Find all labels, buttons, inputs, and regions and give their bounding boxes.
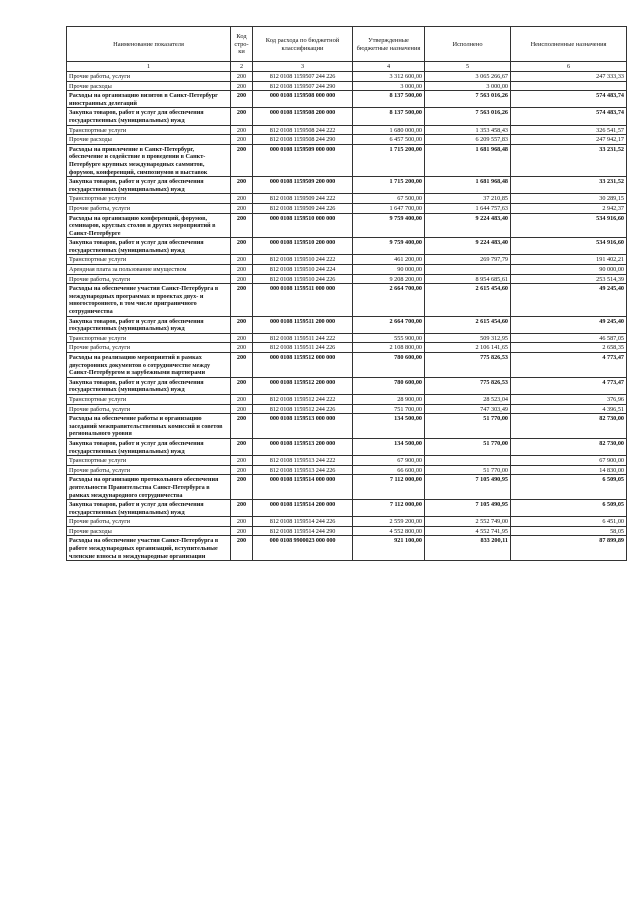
row-approved-amount: 461 200,00 [353, 255, 425, 265]
row-classification-code: 812 0108 1159512 244 222 [253, 394, 353, 404]
header-approved: Утвержденные бюджетные назначения [353, 27, 425, 62]
row-name: Прочие работы, услуги [67, 465, 231, 475]
row-executed-amount: 2 552 749,00 [425, 517, 511, 527]
row-unexecuted-amount: 247 333,33 [511, 72, 627, 82]
row-approved-amount: 921 100,00 [353, 536, 425, 561]
row-executed-amount: 51 770,00 [425, 438, 511, 455]
row-unexecuted-amount: 14 830,00 [511, 465, 627, 475]
column-number-row [67, 62, 627, 72]
row-code: 200 [231, 526, 253, 536]
table-row [67, 91, 627, 108]
row-code: 200 [231, 404, 253, 414]
row-classification-code: 000 0108 1159511 200 000 [253, 316, 353, 333]
table-row [67, 517, 627, 527]
row-executed-amount: 7 105 490,95 [425, 500, 511, 517]
row-approved-amount: 1 715 200,00 [353, 177, 425, 194]
header-name: Наименование показателя [67, 27, 231, 62]
row-executed-amount: 7 563 016,26 [425, 108, 511, 125]
row-executed-amount: 1 681 968,48 [425, 144, 511, 176]
row-classification-code: 812 0108 1159510 244 222 [253, 255, 353, 265]
row-executed-amount: 8 954 685,61 [425, 274, 511, 284]
row-name: Расходы на обеспечение участия Санкт-Петербурга в международных программах и проектах двух- и многостороннего, в том числе приграничного сотрудничества [67, 284, 231, 316]
table-row [67, 377, 627, 394]
row-executed-amount: 775 826,53 [425, 377, 511, 394]
row-name: Прочие расходы [67, 526, 231, 536]
table-row [67, 536, 627, 561]
row-classification-code: 000 0108 1159510 200 000 [253, 238, 353, 255]
table-row [67, 265, 627, 275]
row-executed-amount: 37 210,85 [425, 194, 511, 204]
row-approved-amount: 6 457 500,00 [353, 135, 425, 145]
row-unexecuted-amount: 253 514,39 [511, 274, 627, 284]
row-code: 200 [231, 125, 253, 135]
row-name: Прочие работы, услуги [67, 72, 231, 82]
table-row [67, 500, 627, 517]
row-approved-amount: 67 500,00 [353, 194, 425, 204]
header-code: Код стро-ки [231, 27, 253, 62]
row-code: 200 [231, 377, 253, 394]
table-row [67, 144, 627, 176]
row-unexecuted-amount: 30 289,15 [511, 194, 627, 204]
row-unexecuted-amount: 90 000,00 [511, 265, 627, 275]
row-executed-amount: 9 224 483,40 [425, 238, 511, 255]
row-approved-amount: 780 600,00 [353, 377, 425, 394]
row-executed-amount: 7 105 490,95 [425, 475, 511, 500]
row-name: Закупка товаров, работ и услуг для обеспечения государственных (муниципальных) нужд [67, 500, 231, 517]
row-approved-amount: 555 900,00 [353, 333, 425, 343]
row-code: 200 [231, 274, 253, 284]
row-code: 200 [231, 144, 253, 176]
row-approved-amount: 7 112 000,00 [353, 475, 425, 500]
row-unexecuted-amount: 46 587,05 [511, 333, 627, 343]
row-name: Закупка товаров, работ и услуг для обеспечения государственных (муниципальных) нужд [67, 238, 231, 255]
row-name: Прочие расходы [67, 81, 231, 91]
row-classification-code: 812 0108 1159508 244 222 [253, 125, 353, 135]
row-approved-amount: 9 759 400,00 [353, 238, 425, 255]
row-name: Закупка товаров, работ и услуг для обеспечения государственных (муниципальных) нужд [67, 438, 231, 455]
row-name: Прочие работы, услуги [67, 517, 231, 527]
table-row [67, 194, 627, 204]
table-row [67, 72, 627, 82]
row-unexecuted-amount: 82 730,00 [511, 414, 627, 439]
row-approved-amount: 67 900,00 [353, 456, 425, 466]
row-code: 200 [231, 203, 253, 213]
row-approved-amount: 1 715 200,00 [353, 144, 425, 176]
row-approved-amount: 8 137 500,00 [353, 91, 425, 108]
row-name: Расходы на привлечение в Санкт-Петербург, обеспечение и содействие в проведении в Санкт-Петербурге крупных международных саммитов, форумов, конференций, симпозиумов и выставок [67, 144, 231, 176]
row-code: 200 [231, 238, 253, 255]
row-executed-amount: 1 353 458,43 [425, 125, 511, 135]
row-classification-code: 812 0108 1159511 244 222 [253, 333, 353, 343]
row-unexecuted-amount: 2 658,35 [511, 343, 627, 353]
row-name: Закупка товаров, работ и услуг для обеспечения государственных (муниципальных) нужд [67, 108, 231, 125]
row-executed-amount: 269 797,79 [425, 255, 511, 265]
row-code: 200 [231, 353, 253, 378]
row-unexecuted-amount: 534 916,60 [511, 213, 627, 238]
row-approved-amount: 3 312 600,00 [353, 72, 425, 82]
header-executed: Исполнено [425, 27, 511, 62]
row-executed-amount: 747 303,49 [425, 404, 511, 414]
row-code: 200 [231, 343, 253, 353]
row-name: Расходы на организацию визитов в Санкт-Петербург иностранных делегаций [67, 91, 231, 108]
row-code: 200 [231, 536, 253, 561]
row-unexecuted-amount: 2 942,37 [511, 203, 627, 213]
row-unexecuted-amount: 4 773,47 [511, 353, 627, 378]
row-executed-amount: 2 615 454,60 [425, 316, 511, 333]
header-classification: Код расхода по бюджетной классификации [253, 27, 353, 62]
row-code: 200 [231, 475, 253, 500]
table-row [67, 81, 627, 91]
row-name: Прочие расходы [67, 135, 231, 145]
row-approved-amount: 1 680 000,00 [353, 125, 425, 135]
row-approved-amount: 2 559 200,00 [353, 517, 425, 527]
row-name: Расходы на обеспечение участия Санкт-Петербурга в работе международных организаций, вступительные членские взносы в международные организации [67, 536, 231, 561]
row-classification-code: 812 0108 1159511 244 226 [253, 343, 353, 353]
row-executed-amount: 3 000,00 [425, 81, 511, 91]
row-classification-code: 812 0108 1159510 244 226 [253, 274, 353, 284]
row-executed-amount: 509 312,95 [425, 333, 511, 343]
table-row [67, 274, 627, 284]
row-unexecuted-amount: 58,05 [511, 526, 627, 536]
row-name: Прочие работы, услуги [67, 404, 231, 414]
row-approved-amount: 28 900,00 [353, 394, 425, 404]
table-row [67, 238, 627, 255]
row-name: Закупка товаров, работ и услуг для обеспечения государственных (муниципальных) нужд [67, 177, 231, 194]
column-number: 5 [425, 62, 511, 72]
row-classification-code: 812 0108 1159513 244 222 [253, 456, 353, 466]
row-classification-code: 000 0108 1159514 200 000 [253, 500, 353, 517]
row-executed-amount: 2 106 141,65 [425, 343, 511, 353]
row-executed-amount: 7 563 016,26 [425, 91, 511, 108]
table-row [67, 108, 627, 125]
row-executed-amount: 833 200,11 [425, 536, 511, 561]
row-classification-code: 000 0108 1159508 200 000 [253, 108, 353, 125]
row-approved-amount: 2 108 800,00 [353, 343, 425, 353]
row-classification-code: 812 0108 1159514 244 290 [253, 526, 353, 536]
row-approved-amount: 9 208 200,00 [353, 274, 425, 284]
row-classification-code: 812 0108 1159509 244 226 [253, 203, 353, 213]
row-executed-amount [425, 456, 511, 466]
row-unexecuted-amount: 6 509,05 [511, 500, 627, 517]
budget-execution-table [66, 26, 627, 561]
row-executed-amount: 28 523,04 [425, 394, 511, 404]
row-unexecuted-amount: 6 451,00 [511, 517, 627, 527]
row-name: Транспортные услуги [67, 456, 231, 466]
row-code: 200 [231, 394, 253, 404]
row-unexecuted-amount: 534 916,60 [511, 238, 627, 255]
table-row [67, 414, 627, 439]
table-row [67, 135, 627, 145]
table-row [67, 333, 627, 343]
row-unexecuted-amount: 326 541,57 [511, 125, 627, 135]
row-approved-amount: 1 647 700,00 [353, 203, 425, 213]
row-name: Транспортные услуги [67, 255, 231, 265]
row-classification-code: 000 0108 1159510 000 000 [253, 213, 353, 238]
column-number: 4 [353, 62, 425, 72]
row-approved-amount: 66 600,00 [353, 465, 425, 475]
row-code: 200 [231, 72, 253, 82]
row-name: Расходы на организацию конференций, форумов, семинаров, круглых столов и других мероприятий в Санкт-Петербурге [67, 213, 231, 238]
row-approved-amount: 2 664 700,00 [353, 284, 425, 316]
row-name: Прочие работы, услуги [67, 274, 231, 284]
row-unexecuted-amount: 6 509,05 [511, 475, 627, 500]
row-code: 200 [231, 108, 253, 125]
row-approved-amount: 8 137 500,00 [353, 108, 425, 125]
table-row [67, 125, 627, 135]
row-code: 200 [231, 414, 253, 439]
row-executed-amount: 9 224 483,40 [425, 213, 511, 238]
row-approved-amount: 4 552 800,00 [353, 526, 425, 536]
row-approved-amount: 7 112 000,00 [353, 500, 425, 517]
row-code: 200 [231, 517, 253, 527]
row-unexecuted-amount: 376,96 [511, 394, 627, 404]
row-name: Расходы на реализацию мероприятий в рамках двусторонних документов о сотрудничестве между Санкт-Петербургом и зарубежными партнерами [67, 353, 231, 378]
row-unexecuted-amount: 4 773,47 [511, 377, 627, 394]
row-code: 200 [231, 500, 253, 517]
row-executed-amount: 51 770,00 [425, 465, 511, 475]
table-row [67, 456, 627, 466]
row-approved-amount: 2 664 700,00 [353, 316, 425, 333]
row-classification-code: 000 0108 9900023 000 000 [253, 536, 353, 561]
row-unexecuted-amount: 574 483,74 [511, 91, 627, 108]
row-code: 200 [231, 284, 253, 316]
column-number: 6 [511, 62, 627, 72]
row-code: 200 [231, 177, 253, 194]
row-executed-amount: 51 770,00 [425, 414, 511, 439]
row-executed-amount [425, 265, 511, 275]
row-code: 200 [231, 135, 253, 145]
row-code: 200 [231, 265, 253, 275]
row-unexecuted-amount: 67 900,00 [511, 456, 627, 466]
table-row [67, 177, 627, 194]
row-code: 200 [231, 438, 253, 455]
table-row [67, 353, 627, 378]
row-code: 200 [231, 213, 253, 238]
table-row [67, 343, 627, 353]
row-executed-amount: 6 209 557,83 [425, 135, 511, 145]
row-approved-amount: 780 600,00 [353, 353, 425, 378]
row-code: 200 [231, 465, 253, 475]
row-unexecuted-amount: 574 483,74 [511, 108, 627, 125]
row-name: Расходы на обеспечение работы и организацию заседаний межправительственных комиссий и советов регионального уровня [67, 414, 231, 439]
row-unexecuted-amount: 191 402,21 [511, 255, 627, 265]
row-classification-code: 000 0108 1159512 200 000 [253, 377, 353, 394]
row-executed-amount: 2 615 454,60 [425, 284, 511, 316]
header-unexecuted: Неисполненные назначения [511, 27, 627, 62]
row-classification-code: 812 0108 1159507 244 290 [253, 81, 353, 91]
table-row [67, 465, 627, 475]
row-name: Прочие работы, услуги [67, 203, 231, 213]
row-unexecuted-amount: 87 899,89 [511, 536, 627, 561]
row-code: 200 [231, 81, 253, 91]
row-unexecuted-amount [511, 81, 627, 91]
row-executed-amount: 1 681 968,48 [425, 177, 511, 194]
row-name: Транспортные услуги [67, 394, 231, 404]
row-name: Транспортные услуги [67, 125, 231, 135]
row-classification-code: 812 0108 1159507 244 226 [253, 72, 353, 82]
row-name: Закупка товаров, работ и услуг для обеспечения государственных (муниципальных) нужд [67, 377, 231, 394]
column-number: 2 [231, 62, 253, 72]
row-classification-code: 812 0108 1159508 244 290 [253, 135, 353, 145]
row-classification-code: 000 0108 1159513 000 000 [253, 414, 353, 439]
row-classification-code: 000 0108 1159514 000 000 [253, 475, 353, 500]
row-executed-amount: 4 552 741,95 [425, 526, 511, 536]
row-name: Транспортные услуги [67, 333, 231, 343]
table-row [67, 255, 627, 265]
table-row [67, 404, 627, 414]
row-approved-amount: 9 759 400,00 [353, 213, 425, 238]
row-classification-code: 000 0108 1159511 000 000 [253, 284, 353, 316]
row-approved-amount: 134 500,00 [353, 438, 425, 455]
table-header-row [67, 27, 627, 62]
row-name: Закупка товаров, работ и услуг для обеспечения государственных (муниципальных) нужд [67, 316, 231, 333]
row-name: Прочие работы, услуги [67, 343, 231, 353]
row-unexecuted-amount: 247 942,17 [511, 135, 627, 145]
table-row [67, 213, 627, 238]
row-unexecuted-amount: 4 396,51 [511, 404, 627, 414]
row-classification-code: 812 0108 1159510 244 224 [253, 265, 353, 275]
row-classification-code: 000 0108 1159513 200 000 [253, 438, 353, 455]
row-classification-code: 812 0108 1159509 244 222 [253, 194, 353, 204]
row-approved-amount: 90 000,00 [353, 265, 425, 275]
row-classification-code: 000 0108 1159512 000 000 [253, 353, 353, 378]
row-name: Расходы на организацию протокольного обеспечения деятельности Правительства Санкт-Петербурга в рамках международного сотрудничества [67, 475, 231, 500]
row-executed-amount: 1 644 757,63 [425, 203, 511, 213]
row-code: 200 [231, 316, 253, 333]
row-classification-code: 812 0108 1159512 244 226 [253, 404, 353, 414]
row-classification-code: 812 0108 1159513 244 226 [253, 465, 353, 475]
table-row [67, 284, 627, 316]
table-row [67, 394, 627, 404]
row-code: 200 [231, 333, 253, 343]
row-name: Арендная плата за пользование имуществом [67, 265, 231, 275]
row-code: 200 [231, 194, 253, 204]
row-unexecuted-amount: 49 245,40 [511, 316, 627, 333]
row-classification-code: 812 0108 1159514 244 226 [253, 517, 353, 527]
column-number: 1 [67, 62, 231, 72]
row-executed-amount: 3 065 266,67 [425, 72, 511, 82]
table-row [67, 203, 627, 213]
row-code: 200 [231, 91, 253, 108]
table-row [67, 438, 627, 455]
row-unexecuted-amount: 33 231,52 [511, 144, 627, 176]
row-unexecuted-amount: 33 231,52 [511, 177, 627, 194]
row-approved-amount: 3 000,00 [353, 81, 425, 91]
row-unexecuted-amount: 82 730,00 [511, 438, 627, 455]
row-code: 200 [231, 255, 253, 265]
table-row [67, 475, 627, 500]
row-approved-amount: 134 500,00 [353, 414, 425, 439]
row-classification-code: 000 0108 1159508 000 000 [253, 91, 353, 108]
row-classification-code: 000 0108 1159509 200 000 [253, 177, 353, 194]
row-unexecuted-amount: 49 245,40 [511, 284, 627, 316]
row-approved-amount: 751 700,00 [353, 404, 425, 414]
row-classification-code: 000 0108 1159509 000 000 [253, 144, 353, 176]
row-executed-amount: 775 826,53 [425, 353, 511, 378]
column-number: 3 [253, 62, 353, 72]
table-body [67, 72, 627, 561]
table-row [67, 316, 627, 333]
row-name: Транспортные услуги [67, 194, 231, 204]
row-code: 200 [231, 456, 253, 466]
table-row [67, 526, 627, 536]
